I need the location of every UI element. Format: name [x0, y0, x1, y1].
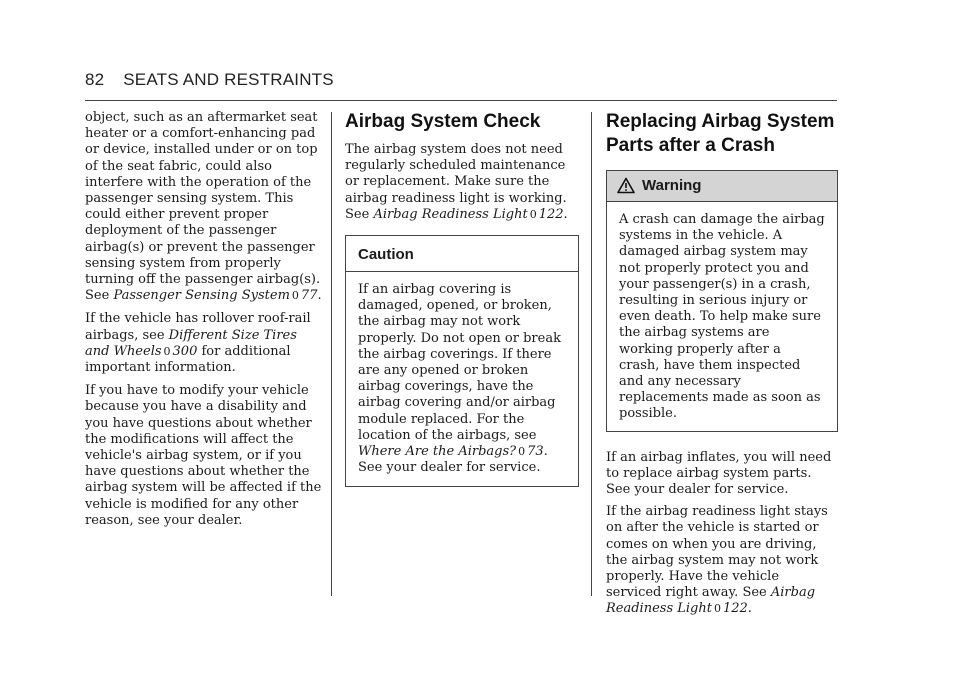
section-title: SEATS AND RESTRAINTS	[123, 70, 334, 89]
cross-reference-link[interactable]: Airbag Readiness Light	[373, 206, 528, 222]
page-reference[interactable]: 77	[300, 288, 318, 304]
page-header	[85, 70, 334, 90]
page-reference[interactable]: 73	[527, 444, 544, 460]
warning-text: A crash can damage the airbag systems in the vehicle. A damaged airbag system may not properly protect you and your passenger(s) in a crash, resulting in serious injury or even death. To help make sure the airbag systems are working properly after a crash, have them inspected and any necessary replacements made as soon as possible.	[619, 212, 825, 422]
cross-reference-link[interactable]: Different Size Tires and Wheels	[85, 327, 297, 359]
cross-reference-link[interactable]: Where Are the Airbags?	[358, 444, 517, 460]
cross-reference-link[interactable]: Passenger Sensing System	[113, 288, 290, 304]
cross-reference-link[interactable]: Airbag Readiness Light	[606, 585, 816, 617]
page-reference[interactable]: 122	[538, 206, 564, 222]
section-heading: Airbag System Check	[345, 111, 541, 132]
paragraph: If the vehicle has rollover roof-rail airbags, see Different Size Tires and Wheels 0 300 for additional important information.	[85, 311, 311, 376]
page-reference[interactable]: 300	[172, 343, 198, 359]
warning-title: Warning	[642, 177, 702, 194]
column-2	[345, 110, 579, 487]
caution-title: Caution	[346, 244, 578, 272]
paragraph: The airbag system does not need regularly scheduled maintenance or replacement. Make sure the airbag readiness light is working. See Airbag Readiness Light 0 122.	[345, 142, 568, 222]
paragraph: If an airbag inflates, you will need to replace airbag system parts. See your dealer for service.	[606, 449, 832, 498]
page-ref-icon: 0	[529, 207, 537, 221]
section-heading: Replacing Airbag System Parts after a Crash	[606, 111, 835, 156]
page-ref-icon: 0	[518, 445, 526, 459]
page-ref-icon: 0	[713, 602, 721, 616]
paragraph: If the airbag readiness light stays on after the vehicle is started or comes on when you are driving, the airbag system may not work properly. Have the vehicle serviced right away. See Airbag Readiness Light 0 122.	[606, 504, 828, 617]
warning-title-bar	[607, 171, 837, 202]
page-reference[interactable]: 122	[722, 601, 748, 617]
warning-triangle-icon	[617, 177, 635, 194]
header-divider	[85, 100, 837, 101]
warning-box	[606, 170, 838, 432]
column-divider	[331, 112, 332, 596]
paragraph: object, such as an aftermarket seat heater or a comfort-enhancing pad or device, installed under or on top of the seat fabric, could also interfere with the operation of the passenger sensing system. This could either prevent proper deployment of the passenger airbag(s) or prevent the passenger sensing system from properly turning off the passenger airbag(s). See Passenger Sensing System 0 77.	[85, 110, 322, 304]
warning-body	[607, 202, 837, 431]
page-ref-icon: 0	[291, 289, 299, 303]
caution-box	[345, 235, 579, 487]
column-1	[85, 110, 325, 536]
column-divider	[591, 112, 592, 596]
paragraph: If you have to modify your vehicle because you have a disability and you have questions about whether the modifications will affect the vehicle's airbag system, or if you have questions about whether the airbag system will be affected if the vehicle is modified for any other reason, see your dealer.	[85, 383, 322, 528]
page-number: 82	[85, 70, 105, 89]
page-ref-icon: 0	[163, 344, 171, 358]
column-3	[606, 110, 838, 624]
caution-body: If an airbag covering is damaged, opened, or broken, the airbag may not work properly. Do not open or break the airbag coverings. If there are any opened or broken airbag coverings, have the airbag covering and/or airbag module replaced. For the location of the airbags, see Where Are the Airbags? 0 73. See your dealer for service.	[358, 282, 561, 476]
